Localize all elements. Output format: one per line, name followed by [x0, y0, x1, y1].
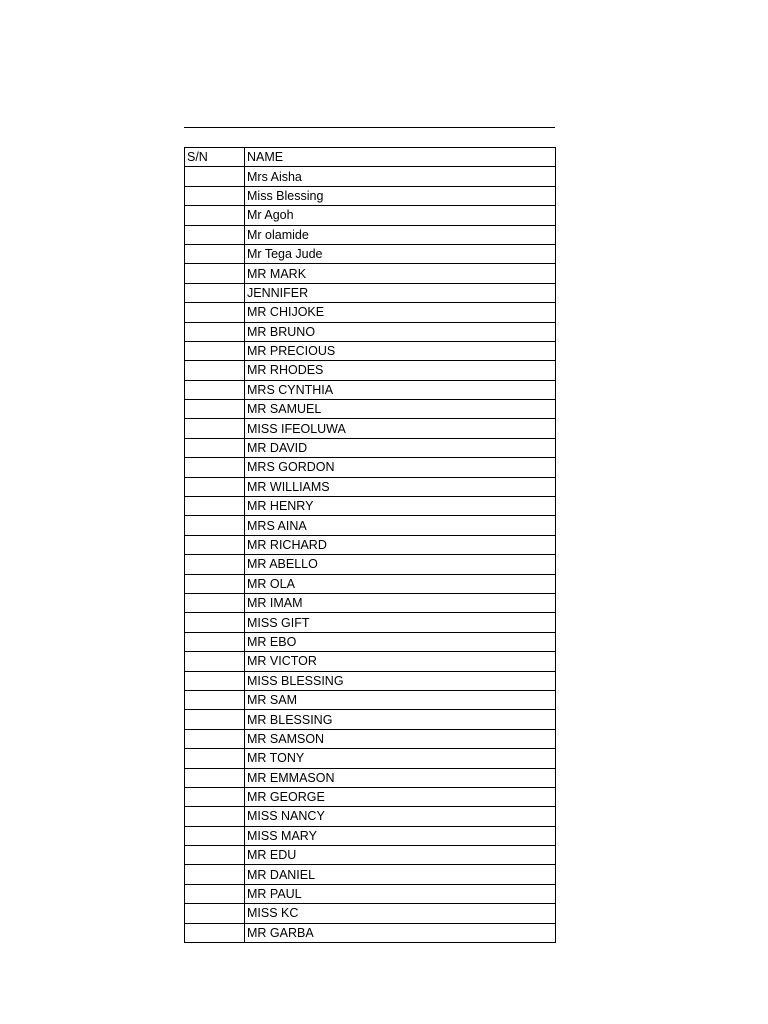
name-cell: MR PAUL — [245, 884, 556, 903]
name-cell: MR EMMASON — [245, 768, 556, 787]
sn-cell — [185, 361, 245, 380]
name-cell: MR DAVID — [245, 438, 556, 457]
table-row — [185, 380, 556, 399]
sn-cell — [185, 244, 245, 263]
name-cell: Mr Tega Jude — [245, 244, 556, 263]
sn-cell — [185, 322, 245, 341]
table-row — [185, 322, 556, 341]
table-row — [185, 593, 556, 612]
sn-cell — [185, 613, 245, 632]
name-cell: JENNIFER — [245, 283, 556, 302]
name-cell: MR TONY — [245, 749, 556, 768]
sn-cell — [185, 904, 245, 923]
table-row — [185, 865, 556, 884]
name-cell: MR RICHARD — [245, 535, 556, 554]
table-row — [185, 652, 556, 671]
sn-cell — [185, 865, 245, 884]
table-row — [185, 807, 556, 826]
table-row — [185, 438, 556, 457]
name-cell: MR SAMUEL — [245, 400, 556, 419]
header-rule — [184, 127, 555, 128]
table-row — [185, 264, 556, 283]
sn-cell — [185, 206, 245, 225]
name-cell: MR GEORGE — [245, 787, 556, 806]
sn-cell — [185, 477, 245, 496]
name-cell: MR WILLIAMS — [245, 477, 556, 496]
table-row — [185, 244, 556, 263]
column-header-name: NAME — [245, 148, 556, 167]
table-row — [185, 283, 556, 302]
sn-cell — [185, 593, 245, 612]
table-row — [185, 729, 556, 748]
sn-cell — [185, 303, 245, 322]
sn-cell — [185, 438, 245, 457]
sn-cell — [185, 632, 245, 651]
sn-cell — [185, 535, 245, 554]
table-row — [185, 846, 556, 865]
table-row — [185, 225, 556, 244]
sn-cell — [185, 690, 245, 709]
name-cell: Miss Blessing — [245, 186, 556, 205]
table-row — [185, 186, 556, 205]
sn-cell — [185, 341, 245, 360]
table-row — [185, 613, 556, 632]
name-cell: MR SAMSON — [245, 729, 556, 748]
table-row — [185, 904, 556, 923]
sn-cell — [185, 884, 245, 903]
sn-cell — [185, 923, 245, 942]
table-row — [185, 884, 556, 903]
sn-cell — [185, 826, 245, 845]
column-header-sn: S/N — [185, 148, 245, 167]
name-cell: MR CHIJOKE — [245, 303, 556, 322]
name-cell: MRS AINA — [245, 516, 556, 535]
name-cell: MISS BLESSING — [245, 671, 556, 690]
name-cell: MR VICTOR — [245, 652, 556, 671]
sn-cell — [185, 497, 245, 516]
table-row — [185, 749, 556, 768]
sn-cell — [185, 671, 245, 690]
sn-cell — [185, 264, 245, 283]
sn-cell — [185, 787, 245, 806]
name-cell: MRS CYNTHIA — [245, 380, 556, 399]
table-row — [185, 167, 556, 186]
sn-cell — [185, 807, 245, 826]
sn-cell — [185, 710, 245, 729]
table-row — [185, 710, 556, 729]
name-cell: MR GARBA — [245, 923, 556, 942]
table-row — [185, 400, 556, 419]
table-row — [185, 419, 556, 438]
table-row — [185, 535, 556, 554]
sn-cell — [185, 729, 245, 748]
table-row — [185, 787, 556, 806]
table-row — [185, 361, 556, 380]
names-table — [184, 147, 556, 943]
name-cell: MR OLA — [245, 574, 556, 593]
name-cell: MISS IFEOLUWA — [245, 419, 556, 438]
table-body — [185, 167, 556, 943]
sn-cell — [185, 186, 245, 205]
name-cell: MISS MARY — [245, 826, 556, 845]
table-row — [185, 632, 556, 651]
name-cell: MR BRUNO — [245, 322, 556, 341]
table-row — [185, 516, 556, 535]
name-cell: Mrs Aisha — [245, 167, 556, 186]
sn-cell — [185, 749, 245, 768]
name-cell: MISS KC — [245, 904, 556, 923]
name-cell: MISS NANCY — [245, 807, 556, 826]
name-cell: MR DANIEL — [245, 865, 556, 884]
table-row — [185, 206, 556, 225]
sn-cell — [185, 574, 245, 593]
table-row — [185, 497, 556, 516]
sn-cell — [185, 516, 245, 535]
name-cell: MR MARK — [245, 264, 556, 283]
sn-cell — [185, 380, 245, 399]
sn-cell — [185, 283, 245, 302]
table-row — [185, 341, 556, 360]
name-cell: MR SAM — [245, 690, 556, 709]
sn-cell — [185, 652, 245, 671]
table-row — [185, 555, 556, 574]
table-row — [185, 574, 556, 593]
name-cell: MR EDU — [245, 846, 556, 865]
table-row — [185, 923, 556, 942]
table-row — [185, 690, 556, 709]
table-header-row — [185, 148, 556, 167]
name-cell: MR PRECIOUS — [245, 341, 556, 360]
sn-cell — [185, 768, 245, 787]
name-cell: Mr olamide — [245, 225, 556, 244]
table-row — [185, 477, 556, 496]
sn-cell — [185, 225, 245, 244]
name-cell: MR RHODES — [245, 361, 556, 380]
name-cell: Mr Agoh — [245, 206, 556, 225]
table-row — [185, 768, 556, 787]
sn-cell — [185, 555, 245, 574]
sn-cell — [185, 846, 245, 865]
table-row — [185, 303, 556, 322]
table-row — [185, 671, 556, 690]
sn-cell — [185, 167, 245, 186]
name-cell: MR EBO — [245, 632, 556, 651]
sn-cell — [185, 458, 245, 477]
sn-cell — [185, 419, 245, 438]
name-cell: MR BLESSING — [245, 710, 556, 729]
table-row — [185, 826, 556, 845]
name-cell: MR IMAM — [245, 593, 556, 612]
name-cell: MRS GORDON — [245, 458, 556, 477]
name-cell: MR ABELLO — [245, 555, 556, 574]
sn-cell — [185, 400, 245, 419]
name-cell: MR HENRY — [245, 497, 556, 516]
table-row — [185, 458, 556, 477]
name-cell: MISS GIFT — [245, 613, 556, 632]
